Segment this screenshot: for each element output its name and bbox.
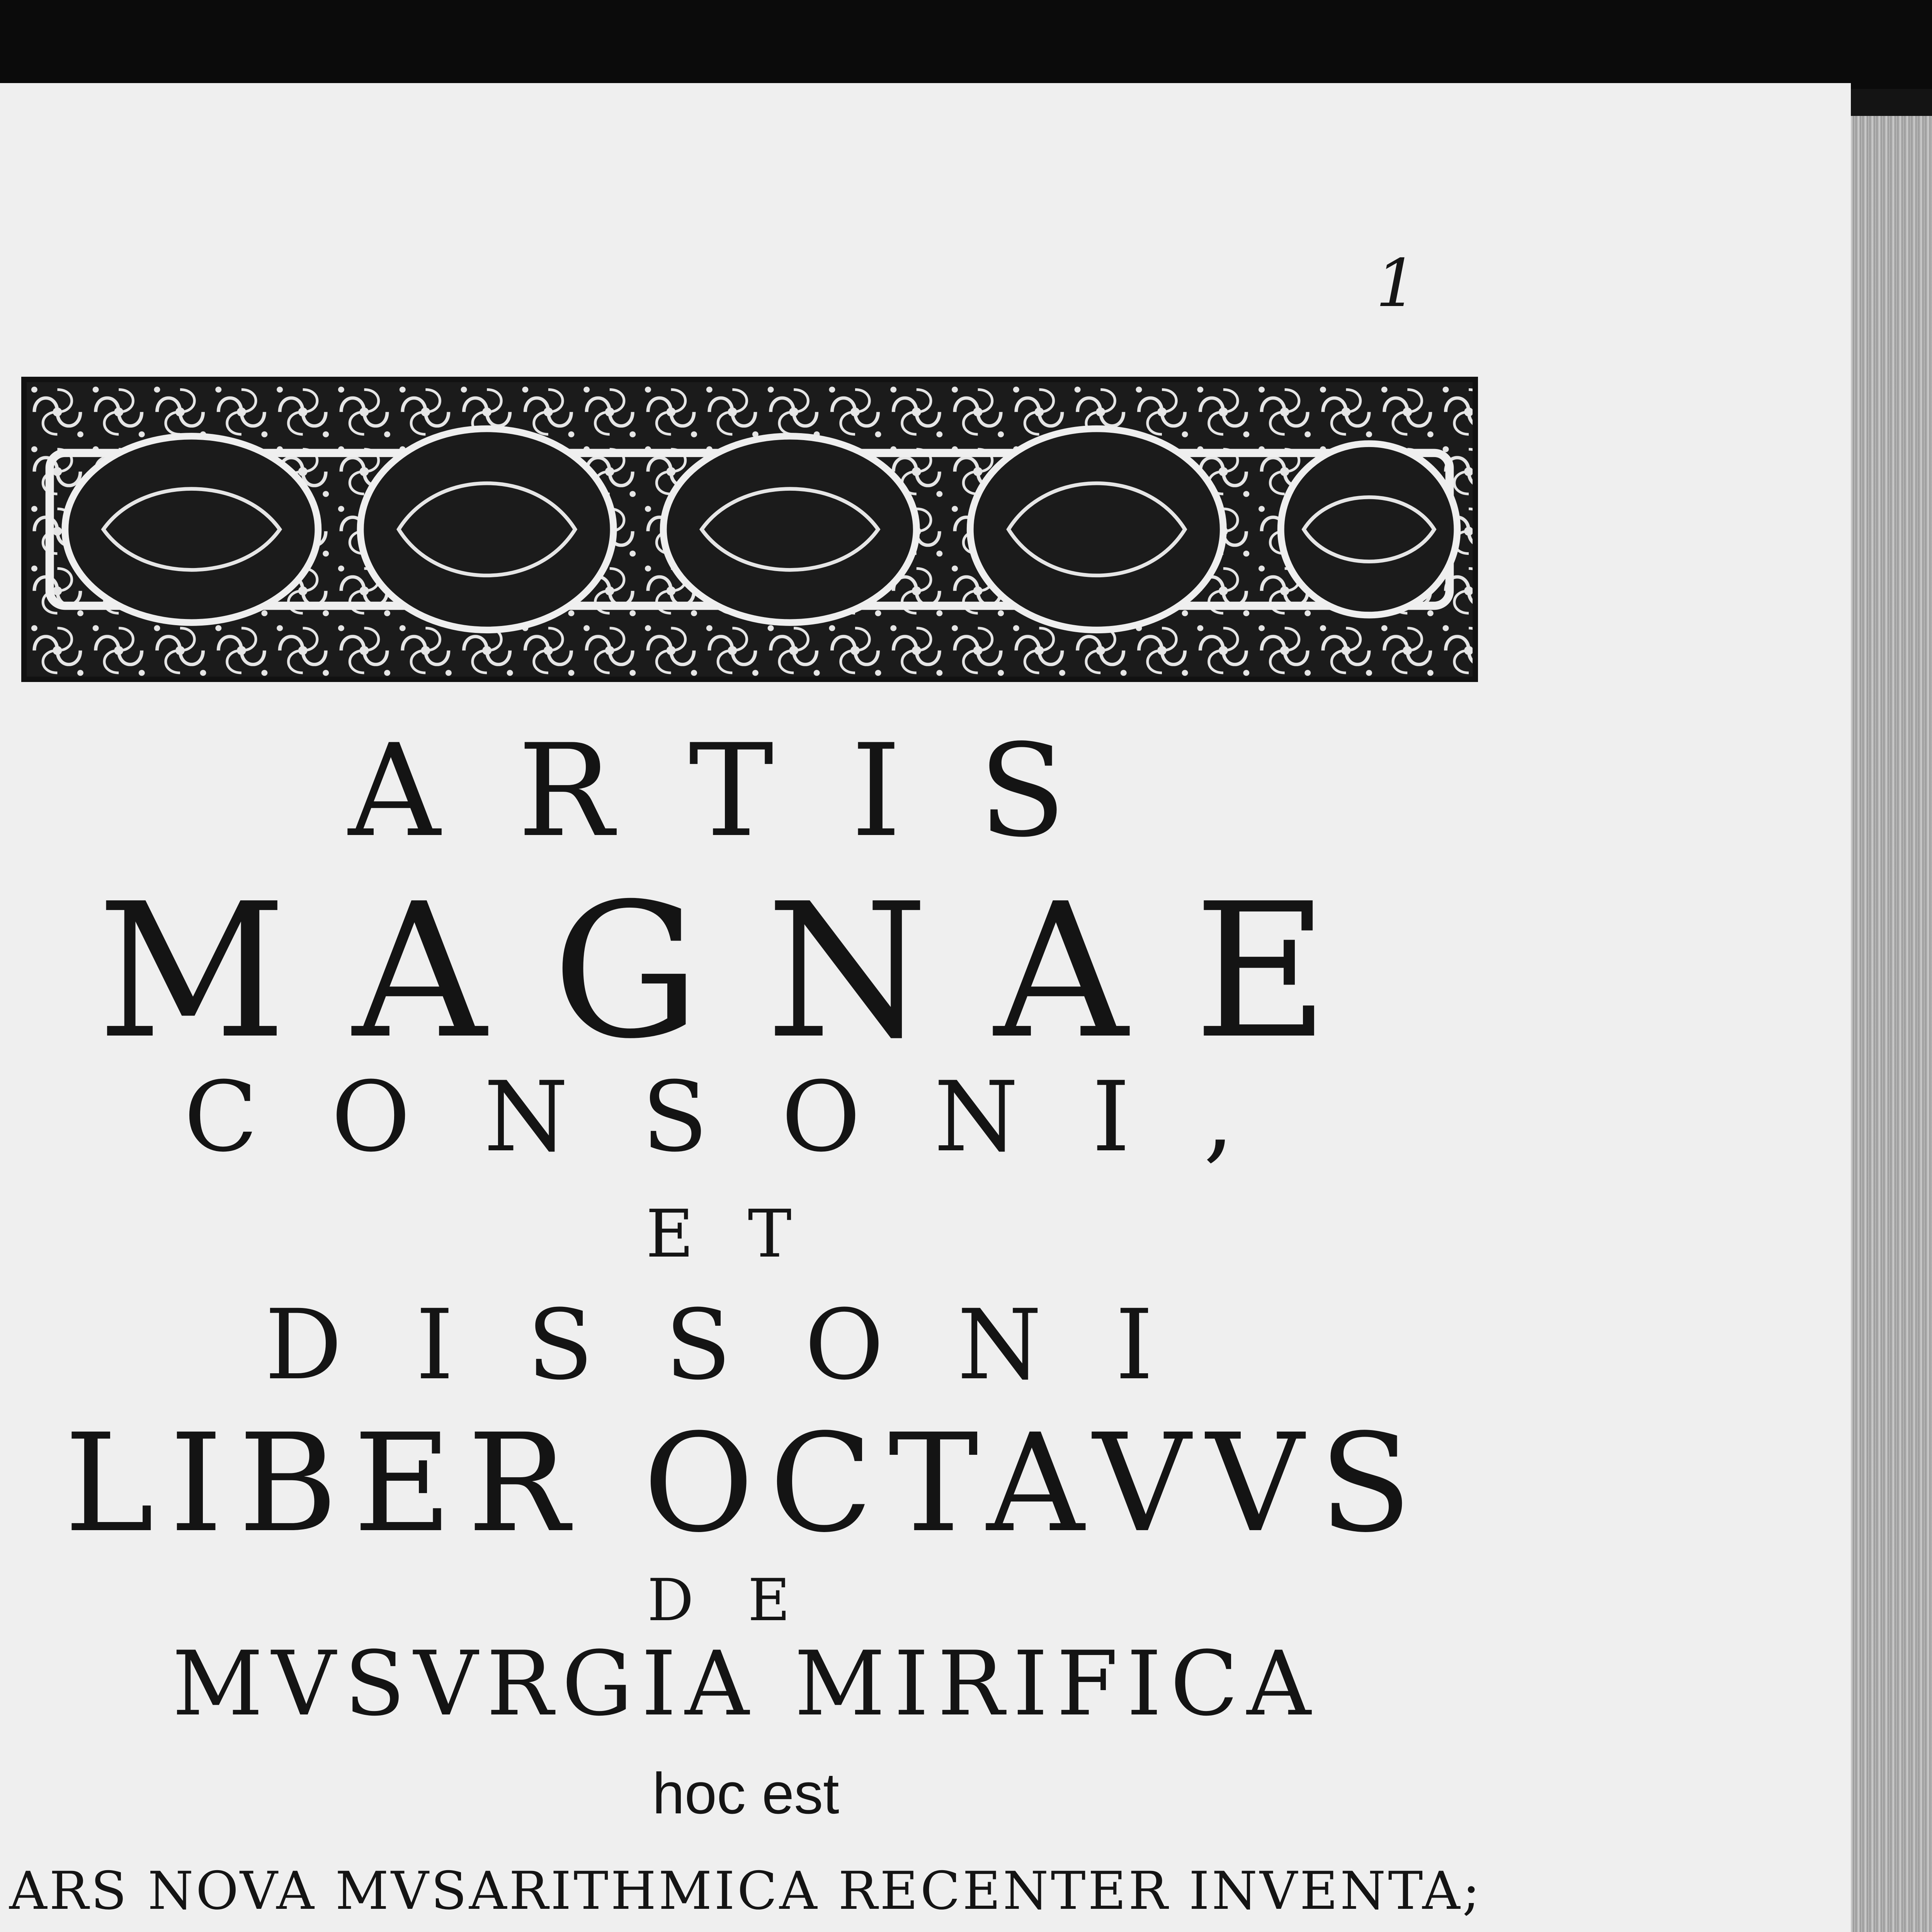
title-line-dissoni: DISSONI — [265, 1289, 1227, 1401]
page-number: 1 — [1376, 245, 1418, 322]
title-line-musurgia: MVSVRGIA MIRIFICA — [172, 1633, 1320, 1736]
title-line-magnae: MAGNAE — [97, 864, 1395, 1080]
title-line-et: ET — [646, 1196, 846, 1272]
title-line-ars-nova: ARS NOVA MVSARITHMICA RECENTER INVENTA; — [9, 1861, 1482, 1921]
book-page — [0, 83, 1851, 1932]
title-line-consoni: CONSONI, — [184, 1061, 1308, 1173]
title-line-liber-octavus: LIBER OCTAVVS — [64, 1405, 1427, 1562]
page-fore-edge — [1847, 116, 1932, 1932]
title-line-de: DE — [647, 1567, 844, 1634]
woodcut-headpiece-ornament — [21, 377, 1478, 682]
title-line-hoc-est: hoc est — [652, 1761, 839, 1826]
title-line-artis: ARTIS — [348, 717, 1143, 865]
